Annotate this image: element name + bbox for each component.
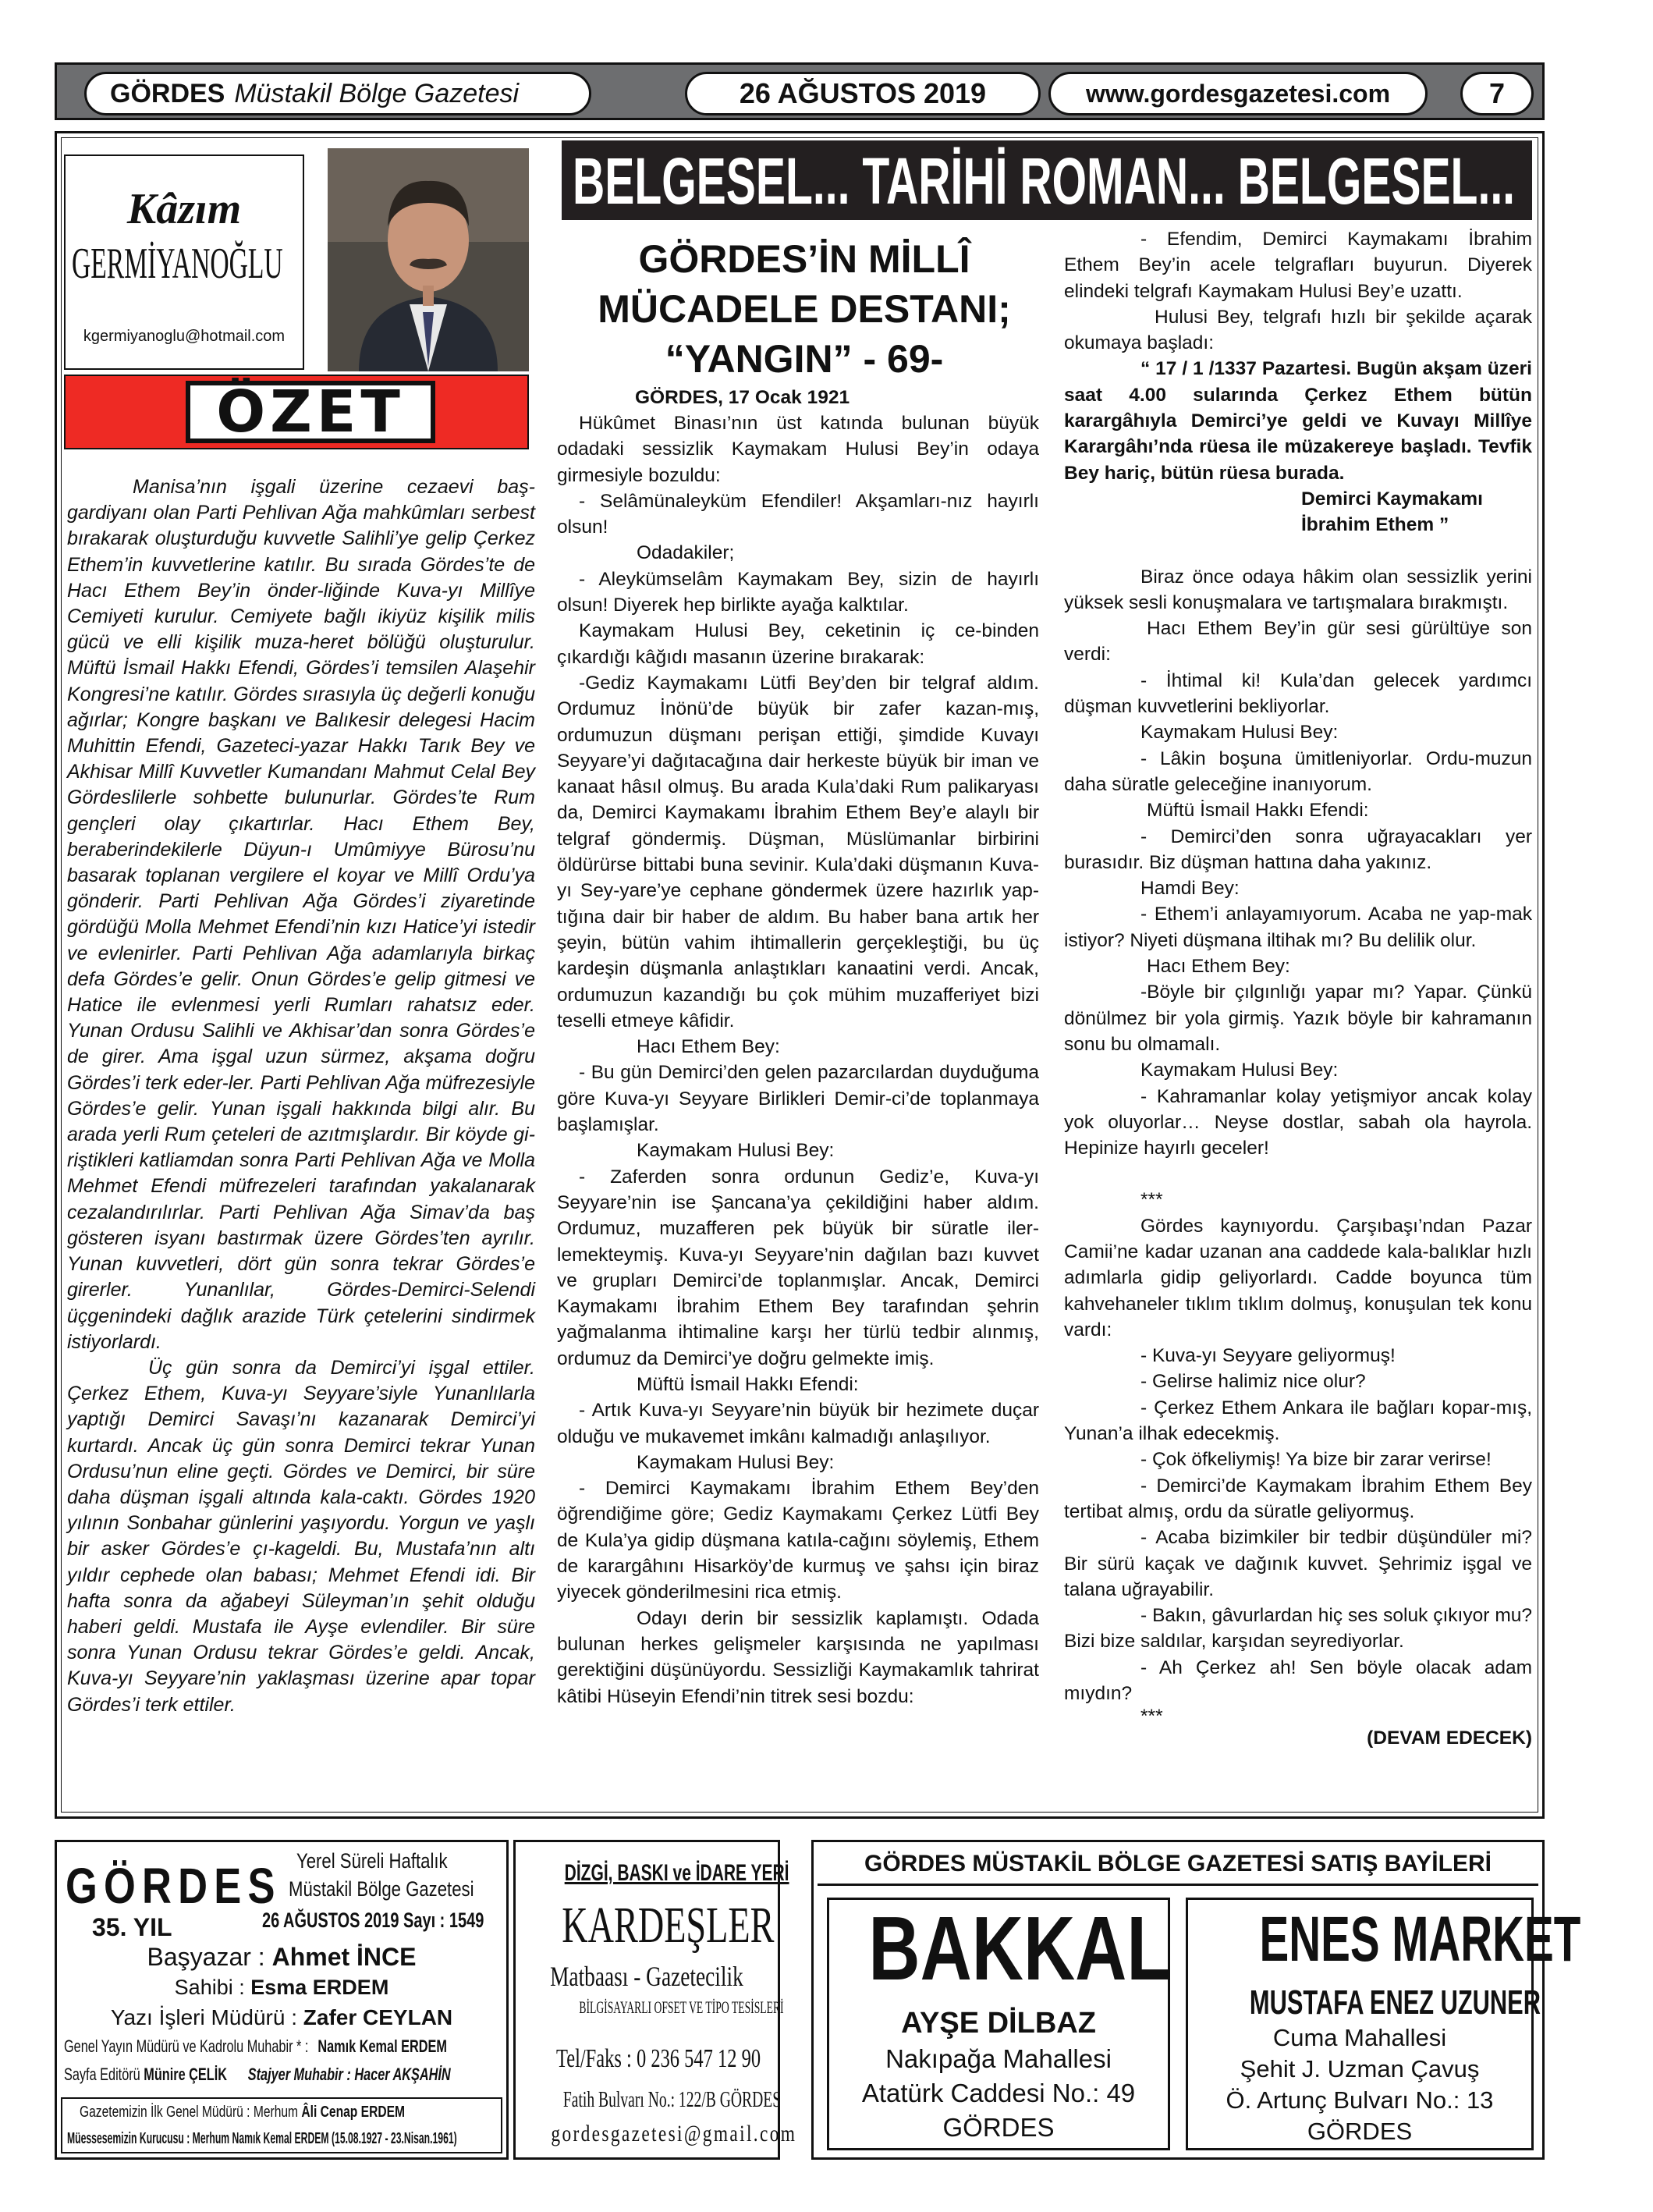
continued-notice: (DEVAM EDECEK) (1367, 1727, 1532, 1749)
imprint-chief-label: Yazı İşleri Müdürü : (110, 2005, 297, 2029)
article-paragraph: - Demirci’de Kaymakam İbrahim Ethem Bey tertibat almış, ordu da süratle geliyormuş. (1064, 1475, 1532, 1522)
article-paragraph: Müftü İsmail Hakkı Efendi: (637, 1373, 859, 1395)
article-title-line2: MÜCADELE DESTANI; (598, 287, 1011, 331)
article-paragraph: Hacı Ethem Bey: (1147, 956, 1290, 978)
printer-sub: Matbaası - Gazetecilik (550, 1961, 743, 1992)
banner: BELGESEL... TARİHİ ROMAN... BELGESEL... (562, 140, 1532, 220)
header-date: 26 AĞUSTOS 2019 (685, 72, 1041, 115)
header-paper-pill (84, 72, 591, 115)
article-paragraph: Kaymakam Hulusi Bey: (1140, 1060, 1339, 1081)
dealers-title: GÖRDES MÜSTAKİL BÖLGE GAZETESİ SATIŞ BAYİLERİ (864, 1851, 1492, 1876)
author-email[interactable]: kgermiyanoglu@hotmail.com (83, 328, 286, 345)
article-paragraph: - Demirci’den sonra uğrayacakları yer burasıdır. Biz düşman hattına daha yakınız. (1064, 826, 1532, 873)
summary-column (67, 474, 535, 1718)
imprint-editor-line (55, 1943, 509, 1972)
imprint-gm-label: Genel Yayın Müdürü ve Kadrolu Muhabir * : (64, 2036, 309, 2056)
article-paragraph: Hacı Ethem Bey: (637, 1036, 780, 1058)
article-paragraph: - Kahramanlar kolay yetişmiyor ancak kolay yok oluyorlar… Neyse dostlar, sabah ola hayrola. Hepinize hayırlı geceler! (1064, 1085, 1532, 1159)
imprint-page-editor-label: Sayfa Editörü (64, 2065, 140, 2084)
imprint-editor: Ahmet İNCE (271, 1943, 417, 1971)
article-paragraph: -Gediz Kaymakamı Lütfi Bey’den bir telgraf aldım. Ordumuz İnönü’de büyük bir zafer kazan-mış, ordumuzun düşmanı perişan ettiği, şimdide Kuvayı Seyyare’yi dağıtacağına dair herkeste büyük bir iman ve kanaat hâsıl olmuş. Bu arada Kula’daki Rum palikaryası da, Demirci Kaymakamı İbrahim Ethem Bey’e alaylı bir telgraf göndermiş. Düşman, Müslümanlar birbirini öldürürse bittabi buna sevinir. Kula’daki düşmanın Kuva-yı Sey-yare’ye cephane göndermek üzere hazırlık yap-tığına dair bir haber de aldım. Bu haber bana artık her şeyin, bütün vahim ihtimallerin gerçekleştiği, bu üç kardeşin düşmanla anlaştıkları kanaatini verdi. Ancak, ordumuzun kazandığı bu çok mühim muzafferiyet bizi teselli etmeye kâfidir. (557, 672, 1039, 1031)
telegram-signature-2: İbrahim Ethem ” (1301, 514, 1449, 536)
article-column-2 (557, 410, 1039, 1710)
printer-facilities: BİLGİSAYARLI OFSET VE TİPO TESİSLERİ (579, 1997, 784, 2017)
article-paragraph: - Selâmünaleyküm Efendiler! Akşamları-nız hayırlı olsun! (557, 490, 1039, 538)
article-paragraph: Biraz önce odaya hâkim olan sessizlik yerini yüksek sesli konuşmalara ve tartışmalara bırakmıştı. (1064, 566, 1532, 613)
author-last-name: GERMİYANOĞLU (72, 240, 283, 288)
dealer-bakkal-line1: Nakıpağa Mahallesi (885, 2044, 1112, 2073)
imprint-first-gm-label: Gazetemizin İlk Genel Müdürü : Merhum (80, 2104, 299, 2121)
article-paragraph: Gördes kaynıyordu. Çarşıbaşı’ndan Pazar Camii’ne kadar uzanan ana caddede kala-balıklar hızlı adımlarla gidip geliyorlardı. Cadde boyunca tüm kahvehaneler tıklım tıklım dolmuş, konuşulan tek konu vardı: (1064, 1215, 1532, 1340)
article-paragraph: - Efendim, Demirci Kaymakamı İbrahim Ethem Bey’in acele telgrafları buyurun. Diyerek elindeki telgrafı Kaymakam Hulusi Bey’e uzattı. (1064, 229, 1532, 302)
summary-paragraph: Üç gün sonra da Demirci’yi işgal ettiler. Çerkez Ethem, Kuva-yı Seyyare’siyle Yunanlılarla yaptığı Demirci Savaşı’nı kazanarak Demirci’yi kurtardı. Ancak üç gün sonra Demirci tekrar Yunan Ordusu’nun eline geçti. Gördes ve Demirci, bir süre daha düşman işgali altında kala-caktı. Gördes 1920 yılının Sonbahar günlerini yaşıyordu. Yorgun ve yaşlı bir asker Gördes’e çı-kageldi. Bu, Mustafa’nın altı yıldır cephede olan babası; Mehmet Efendi idi. Bir hafta sonra da ağabeyi Süleyman’ın şehit olduğu haberi geldi. Mustafa ile Ayşe evlendiler. Bir süre sonra Yunan Ordusu tekrar Gördes’e geldi. Ancak, Kuva-yı Seyyare’nin yaklaşması üzerine apar topar Gördes’i terk ettiler. (67, 1356, 535, 1716)
article-paragraph: Hacı Ethem Bey’in gür sesi gürültüye son verdi: (1064, 618, 1532, 666)
article-paragraph: - Demirci Kaymakamı İbrahim Ethem Bey’den öğrendiğime göre; Gediz Kaymakamı Çerkez Lütfi Bey de Kula’ya gidip düşmana katıla-cağını söylemiş, Ethem de karargâhını Hisarköy’de kurmuş ve şahsı için biraz yiyecek gönderilmesini rica etmiş. (557, 1478, 1039, 1603)
printer-title: DİZGİ, BASKI ve İDARE YERİ (564, 1860, 789, 1886)
article-paragraph: - Çerkez Ethem Ankara ile bağları kopar-mış, Yunan’a ilhak edecekmiş. (1064, 1397, 1532, 1445)
header-page-number: 7 (1460, 72, 1534, 115)
imprint-intern: Hacer AKŞAHİN (354, 2065, 451, 2084)
article-paragraph: - Lâkin boşuna ümitleniyorlar. Ordu-muzun daha süratle geleceğine inanıyorum. (1064, 747, 1532, 795)
summary-logo-text: ÖZET (216, 378, 405, 446)
imprint-owner-label: Sahibi : (174, 1976, 245, 1999)
article-paragraph: Kaymakam Hulusi Bey, ceketinin iç ce-binden çıkardığı kâğıdı masanın üzerine bırakarak: (557, 620, 1039, 668)
article-paragraph: -Böyle bir çılgınlığı yapar mı? Yapar. Çünkü dönülmez bir yola girmiş. Yazık böyle bir kahramanın sonu bu olmamalı. (1064, 982, 1532, 1055)
header-website[interactable]: www.gordesgazetesi.com (1048, 72, 1428, 115)
article-paragraph: - Ah Çerkez ah! Sen böyle olacak adam mıydın? (1064, 1656, 1532, 1705)
article-paragraph: Hükûmet Binası’nın üst katında bulunan büyük odadaki sessizlik Kaymakam Hulusi Bey’in odaya girmesiyle bozuldu: (557, 413, 1039, 486)
article-paragraph: Kaymakam Hulusi Bey: (637, 1140, 835, 1162)
imprint-page-editor: Münire ÇELİK (144, 2065, 228, 2084)
article-paragraph: - Artık Kuva-yı Seyyare’nin büyük bir hezimete duçar olduğu ve mukavemet imkânı kalmadığı anlaşılıyor. (557, 1400, 1039, 1447)
printer-phone: Tel/Faks : 0 236 547 12 90 (555, 2044, 761, 2073)
article-paragraph: - Bu gün Demirci’den gelen pazarcılardan duyduğuma göre Kuva-yı Seyyare Birlikleri Demir-ci’de toplanmaya başlamışlar. (557, 1062, 1039, 1136)
dealer-bakkal-line3: GÖRDES (942, 2113, 1055, 2142)
dealer-market-line3: Ö. Artunç Bulvarı No.: 13 (1226, 2086, 1494, 2114)
dealer-bakkal-name: BAKKAL (868, 1898, 1171, 1999)
printer-email[interactable]: gordesgazetesi@gmail.com (551, 2121, 797, 2146)
imprint-intern-label: Stajyer Muhabir : (247, 2065, 351, 2084)
article-dateline: GÖRDES, 17 Ocak 1921 (635, 387, 850, 408)
header-paper-sub: Müstakil Bölge Gazetesi (234, 78, 520, 108)
article-paragraph: - Acaba bizimkiler bir tedbir düşündüler mi? Bir sürü kaçak ve dağınık kuvvet. Şehrimiz işgal ve talana uğrayabilir. (1064, 1527, 1532, 1600)
author-portrait-icon (328, 148, 529, 371)
printer-address: Fatih Bulvarı No.: 122/B GÖRDES (562, 2088, 782, 2112)
imprint-owner-line (55, 1976, 509, 2000)
dealer-market-owner: MUSTAFA ENEZ UZUNER (1249, 1983, 1541, 2022)
imprint-first-gm: Âli Cenap ERDEM (301, 2104, 406, 2121)
imprint-chief: Zafer CEYLAN (303, 2005, 453, 2029)
imprint-gm: Namık Kemal ERDEM (317, 2036, 447, 2056)
imprint-issue: 26 AĞUSTOS 2019 Sayı : 1549 (262, 1908, 484, 1932)
dealers-title-underline (818, 1884, 1538, 1886)
article-paragraph: - İhtimal ki! Kula’dan gelecek yardımcı düşman kuvvetlerini bekliyorlar. (1064, 669, 1532, 718)
article-paragraph: - Bakın, gâvurlardan hiç ses soluk çıkıyor mu? Bizi bize saldılar, karşıdan seyrediyorlar. (1064, 1605, 1532, 1653)
article-paragraph: Odayı derin bir sessizlik kaplamıştı. Odada bulunan herkes gelişmeler karşısında ne yapılması gerektiğini düşünüyordu. Sessizliği Kaymakamlık tahrirat kâtibi Hüseyin Efendi’nin titrek sesi bozdu: (557, 1607, 1039, 1707)
summary-paragraph: Manisa’nın işgali üzerine cezaevi baş-gardiyanı olan Parti Pehlivan Ağa mahkûmları serbest bırakarak oluşturduğu kuvvetle Salihli’ye gelip Çerkez Ethem’in kuvvetlerine katılır. Bu sırada Gördes’te de Hacı Ethem Bey’in önder-liğinde Kuva-yı Millîye Cemiyeti kurulur. Cemiyete bağlı ikiyüz kişilik milis gücü ve elli kişilik muza-heret bölüğü oluşturulur. Müftü İsmail Hakkı Efendi, Gördes’i temsilen Alaşehir Kongresi’ne katılır. Gördes sırasıyla üç değerli konuğu ağırlar; Kongre başkanı ve Balıkesir delegesi Hacim Muhittin Efendi, Gazeteci-yazar Hakkı Tarık Bey ve Akhisar Millî Kuvvetler Kumandanı Mahmut Celal Bey Gördeslilerle sohbette bulunurlar. Gördes’te Rum gençleri olay çıkartırlar. Hacı Ethem Bey, beraberindekilerle Düyun-ı Umûmiyye Bürosu’nu basarak toplanan vergilere el koyar ve Millî Ordu’ya gönderir. Parti Pehlivan Ağa Gördes’i ziyaretinde gördüğü Molla Mehmet Efendi’nin kızı Hatice’yi istedir ve evlenirler. Parti Pehlivan Ağa adamlarıyla birkaç defa Gördes’e gelir. Onun Gördes’e gelip gitmesi ve Hatice ile evlenmesi yerli Rumları rahatsız eder. Yunan Ordusu Salihli ve Akhisar’dan sonra Gördes’e de girer. Ama işgal uzun sürmez, akşama doğru Gördes’i terk eder-ler. Parti Pehlivan Ağa müfrezesiyle Gördes’e gelir. Yunan işgali hakkında bilgi alır. Bu arada yerli Rum çeteleri de azıtmışlardır. Bir köyde gi-riştikleri katliamdan sonra Parti Pehlivan Ağa ve Molla Mehmet Efendi müfrezeleri tarafından yakalanarak cezalandırılırlar. Parti Pehlivan Ağa Simav’da baş gösteren isyanı bastırmak üzere Gördes’ten ayrılır. Yunan kuvvetleri, dört gün sonra tekrar Gördes’e girerler. Yunanlılar, Gördes-Demirci-Selendi üçgenindeki dağlık arazide Türk çetelerini sindirmek istiyorlardı. (67, 476, 535, 1353)
printer-name: KARDEŞLER (562, 1897, 775, 1954)
article-title-line1: GÖRDES’İN MİLLÎ (638, 237, 970, 281)
dealer-market-line4: GÖRDES (1307, 2118, 1413, 2145)
imprint-paper-name: GÖRDES (66, 1858, 282, 1914)
imprint-type2: Müstakil Bölge Gazetesi (289, 1877, 474, 1901)
article-paragraph: Odadakiler; (637, 542, 735, 564)
header-paper-name: GÖRDES (110, 78, 225, 108)
telegram-text: “ 17 / 1 /1337 Pazartesi. Bugün akşam üzeri saat 4.00 sularında Çerkez Ethem bütün karargâhıyla Demirci’ye geldi ve Kuvayı Millîye Karargâhı’nda rüesa ile müzakereye başladı. Tevfik Bey hariç, bütün rüesa burada. (1064, 358, 1532, 484)
imprint-editor-label: Başyazar : (147, 1943, 265, 1971)
article-paragraph: - Ethem’i anlayamıyorum. Acaba ne yap-mak istiyor? Niyeti düşmana iltihak mı? Bu delilik olur. (1064, 904, 1532, 951)
article-paragraph: - Gelirse halimiz nice olur? (1140, 1371, 1366, 1393)
author-first-name: Kâzım (126, 185, 242, 233)
author-photo (328, 148, 529, 371)
dealer-bakkal-line2: Atatürk Caddesi No.: 49 (861, 2079, 1136, 2107)
article-paragraph: - Aleykümselâm Kaymakam Bey, sizin de hayırlı olsun! Diyerek hep birlikte ayağa kalktılar. (557, 568, 1039, 616)
imprint-type1: Yerel Süreli Haftalık (296, 1849, 448, 1873)
article-title (557, 234, 1052, 384)
article-paragraph: Hulusi Bey, telgrafı hızlı bir şekilde açarak okumaya başladı: (1064, 306, 1532, 354)
article-paragraph: Kaymakam Hulusi Bey: (637, 1451, 835, 1473)
article-paragraph: - Çok öfkeliymiş! Ya bize bir zarar verirse! (1140, 1449, 1492, 1471)
article-title-line3: “YANGIN” - 69- (665, 337, 944, 381)
article-paragraph: - Zaferden sonra ordunun Gediz’e, Kuva-yı Seyyare’nin ise Şancana’ya çekildiğini haber aldım. Ordumuz, muzafferen pek büyük bir süratle iler-lemekteymiş. Kuva-yı Seyyare’nin dağılan bazı kuvvet ve grupları Demirci’de toplanmışlar. Ancak, Demirci Kaymakamı İbrahim Ethem Bey tarafından şehrin yağmalanma ihtimaline karşı her türlü tedbir alınmış, ordumuz da Demirci’ye doğru gelmekte imiş. (557, 1166, 1039, 1369)
dealer-market-name: ENES MARKET (1259, 1904, 1581, 1975)
imprint-year: 35. YIL (92, 1913, 172, 1941)
telegram-signature-1: Demirci Kaymakamı (1301, 488, 1483, 510)
dealer-market-line1: Cuma Mahallesi (1272, 2024, 1447, 2051)
article-paragraph: Müftü İsmail Hakkı Efendi: (1147, 800, 1369, 822)
imprint-chief-line (55, 2005, 509, 2030)
dealer-market-line2: Şehit J. Uzman Çavuş (1240, 2055, 1480, 2082)
article-column-3 (1064, 226, 1532, 1750)
imprint-founder-line: Müessesemizin Kurucusu : Merhum Namık Kemal ERDEM (15.08.1927 - 23.Nisan.1961) (67, 2130, 457, 2147)
section-separator: *** (1140, 1706, 1163, 1727)
section-separator: *** (1140, 1189, 1163, 1211)
article-paragraph: Hamdi Bey: (1140, 878, 1240, 900)
dealer-bakkal-owner: AYŞE DİLBAZ (901, 2007, 1096, 2040)
article-paragraph: - Kuva-yı Seyyare geliyormuş! (1140, 1345, 1396, 1367)
article-paragraph: Kaymakam Hulusi Bey: (1140, 722, 1339, 744)
imprint-owner: Esma ERDEM (250, 1976, 389, 1999)
